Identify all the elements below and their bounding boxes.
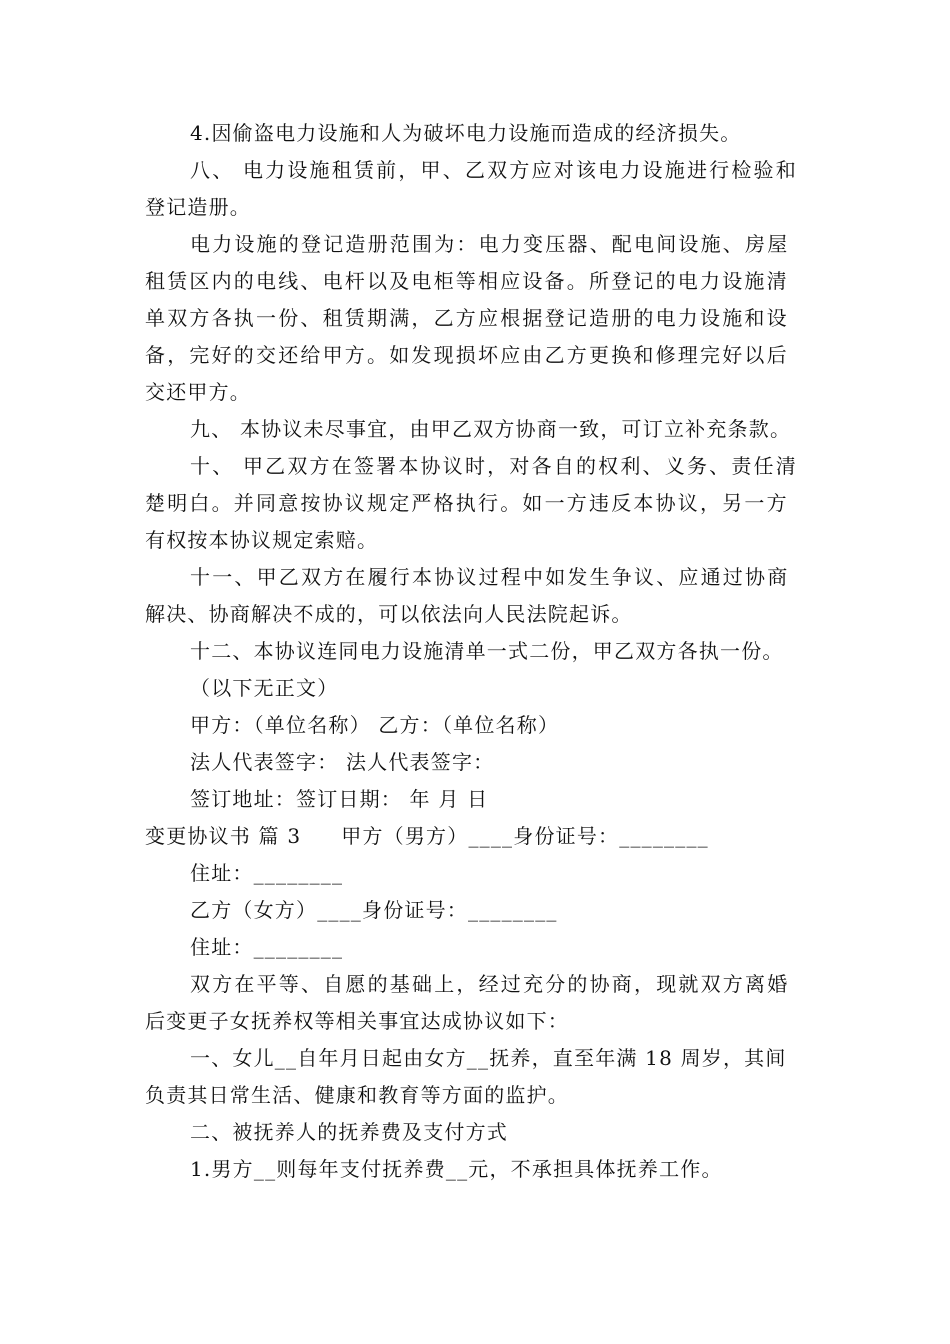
address-line: 住址：________ <box>190 861 344 885</box>
paragraph-line: 1.男方__则每年支付抚养费__元，不承担具体抚养工作。 <box>190 1157 723 1181</box>
paragraph-line: 交还甲方。 <box>145 380 251 404</box>
paragraph-line: 租赁区内的电线、电杆以及电柜等相应设备。所登记的电力设施清 <box>145 269 789 293</box>
paragraph-line: 八、 电力设施租赁前，甲、乙双方应对该电力设施进行检验和 <box>190 158 798 182</box>
signature-representatives-line: 法人代表签字： 法人代表签字： <box>190 750 495 774</box>
paragraph-line: 有权按本协议规定索赔。 <box>145 528 379 552</box>
paragraph-line: 登记造册。 <box>145 195 251 219</box>
paragraph-line: 单双方各执一份、租赁期满，乙方应根据登记造册的电力设施和设 <box>145 306 789 330</box>
paragraph-line: 备，完好的交还给甲方。如发现损坏应由乙方更换和修理完好以后 <box>145 343 789 367</box>
paragraph-line: 九、 本协议未尽事宜，由甲乙双方协商一致，可订立补充条款。 <box>190 417 792 441</box>
paragraph-line: 十、 甲乙双方在签署本协议时，对各自的权利、义务、责任清 <box>190 454 798 478</box>
address-line: 住址：________ <box>190 935 344 959</box>
signing-address-date-line: 签订地址：签订日期： 年 月 日 <box>190 787 489 811</box>
paragraph-line: 二、被抚养人的抚养费及支付方式 <box>190 1120 508 1144</box>
paragraph-line: 十一、甲乙双方在履行本协议过程中如发生争议、应通过协商 <box>190 565 790 589</box>
paragraph-line: 双方在平等、自愿的基础上，经过充分的协商，现就双方离婚 <box>190 972 790 996</box>
document-page <box>145 115 810 1188</box>
paragraph-line: 楚明白。并同意按协议规定严格执行。如一方违反本协议，另一方 <box>145 491 789 515</box>
paragraph-line: 解决、协商解决不成的，可以依法向人民法院起诉。 <box>145 602 633 626</box>
paragraph-line: 4.因偷盗电力设施和人为破坏电力设施而造成的经济损失。 <box>190 121 742 145</box>
paragraph-line: 电力设施的登记造册范围为：电力变压器、配电间设施、房屋 <box>190 232 790 256</box>
party-b-info: 乙方（女方）____身份证号：________ <box>190 898 558 922</box>
paragraph-line: 十二、本协议连同电力设施清单一式二份，甲乙双方各执一份。 <box>190 639 784 663</box>
paragraph-line: 负责其日常生活、健康和教育等方面的监护。 <box>145 1083 569 1107</box>
section-heading-line <box>145 818 810 855</box>
signature-parties-line: 甲方：（单位名称） 乙方：（单位名称） <box>190 713 560 737</box>
section-title: 变更协议书 篇 3 <box>145 824 302 848</box>
party-a-info: 甲方（男方）____身份证号：________ <box>341 824 709 848</box>
paragraph-line: 后变更子女抚养权等相关事宜达成协议如下： <box>145 1009 569 1033</box>
paragraph-line: 一、女儿__自年月日起由女方__抚养，直至年满 18 周岁，其间 <box>190 1046 787 1070</box>
paragraph-line: （以下无正文） <box>190 676 339 700</box>
